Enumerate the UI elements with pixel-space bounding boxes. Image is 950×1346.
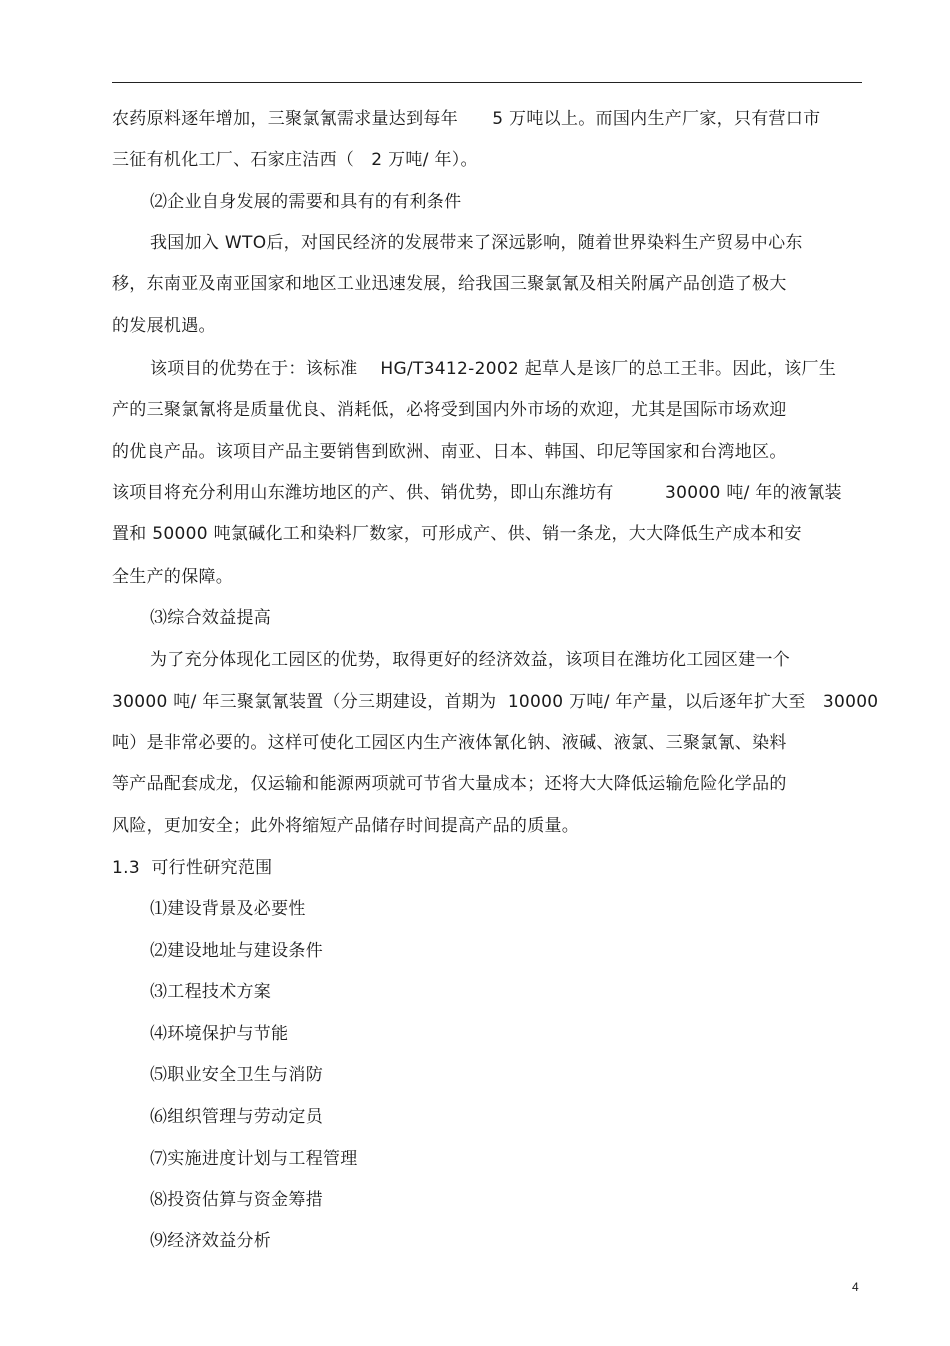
body-line: 30000 吨/ 年三聚氯氰装置（分三期建设，首期为 10000 万吨/ 年产量，以后逐年扩大至 30000 xyxy=(112,692,879,712)
body-line: 我国加入 WTO后，对国民经济的发展带来了深远影响，随着世界染料生产贸易中心东 xyxy=(150,233,803,253)
list-item: ⑹组织管理与劳动定员 xyxy=(150,1107,323,1127)
body-line: 的发展机遇。 xyxy=(112,316,216,336)
list-item: ⑷环境保护与节能 xyxy=(150,1024,289,1044)
body-line: 风险，更加安全；此外将缩短产品储存时间提高产品的质量。 xyxy=(112,816,580,836)
list-item: ⑼经济效益分析 xyxy=(150,1231,272,1251)
body-line: 全生产的保障。 xyxy=(112,567,234,587)
list-item: ⑵建设地址与建设条件 xyxy=(150,941,323,961)
list-item: ⑶工程技术方案 xyxy=(150,982,272,1002)
body-line: 该项目的优势在于：该标准 HG/T3412-2002 起草人是该厂的总工王非。因此，该厂生 xyxy=(150,359,837,379)
body-line: 产的三聚氯氰将是质量优良、消耗低，必将受到国内外市场的欢迎，尤其是国际市场欢迎 xyxy=(112,400,787,420)
body-line: 为了充分体现化工园区的优势，取得更好的经济效益，该项目在潍坊化工园区建一个 xyxy=(150,650,791,670)
body-line: 移，东南亚及南亚国家和地区工业迅速发展，给我国三聚氯氰及相关附属产品创造了极大 xyxy=(112,274,787,294)
body-line: 吨）是非常必要的。这样可使化工园区内生产液体氰化钠、液碱、液氯、三聚氯氰、染料 xyxy=(112,733,787,753)
body-line: 农药原料逐年增加，三聚氯氰需求量达到每年 5 万吨以上。而国内生产厂家，只有营口市 xyxy=(112,109,821,129)
list-item: ⑺实施进度计划与工程管理 xyxy=(150,1149,358,1169)
body-line: 该项目将充分利用山东潍坊地区的产、供、销优势，即山东潍坊有 30000 吨/ 年的液氰装 xyxy=(112,483,842,503)
list-item: ⑸职业安全卫生与消防 xyxy=(150,1065,323,1085)
body-line: 等产品配套成龙，仅运输和能源两项就可节省大量成本；还将大大降低运输危险化学品的 xyxy=(112,774,787,794)
section-heading: ⑵企业自身发展的需要和具有的有利条件 xyxy=(150,192,462,212)
page-number: 4 xyxy=(852,1280,859,1294)
body-line: 三征有机化工厂、石家庄洁西（ 2 万吨/ 年）。 xyxy=(112,150,478,170)
subsection-heading: 1.3 可行性研究范围 xyxy=(112,858,273,878)
section-heading: ⑶综合效益提高 xyxy=(150,608,272,628)
list-item: ⑴建设背景及必要性 xyxy=(150,899,306,919)
header-rule xyxy=(112,82,862,83)
body-line: 置和 50000 吨氯碱化工和染料厂数家，可形成产、供、销一条龙，大大降低生产成本和安 xyxy=(112,524,802,544)
body-line: 的优良产品。该项目产品主要销售到欧洲、南亚、日本、韩国、印尼等国家和台湾地区。 xyxy=(112,442,787,462)
list-item: ⑻投资估算与资金筹措 xyxy=(150,1190,323,1210)
